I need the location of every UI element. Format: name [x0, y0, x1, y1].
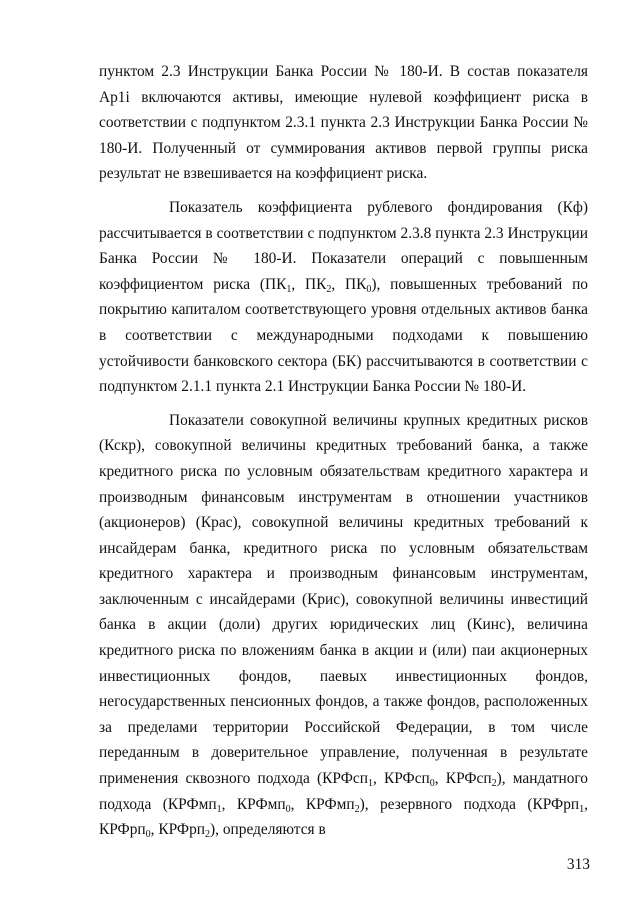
subscript: 2	[491, 778, 497, 790]
subscript: 0	[429, 778, 435, 790]
paragraph-3-part-2: , КРФсп	[372, 770, 430, 788]
paragraph-3-part-8: , КРФрп	[99, 795, 588, 839]
subscript: 2	[205, 829, 211, 841]
subscript: 1	[216, 803, 222, 815]
subscript: 2	[354, 803, 360, 815]
subscript: 0	[285, 803, 291, 815]
paragraph-3-part-9: , КРФрп	[150, 821, 206, 839]
paragraph-3-part-4: ), мандатного подхода (КРФмп	[99, 770, 589, 813]
paragraph-3-part-1: Показатели совокупной величины крупных кредитных рисков (Кскр), совокупной величины кредитных требований банка, а также кредитного риска по условным обязательствам кредитного характера и производным финансовым инструментам в отношении участников (акционеров) (Крас), совокупной величины кредитных требований к инсайдерам банка, кредитного риска по условным обязательствам кредитного характера и производным финансовым инструментам, заключенным с инсайдерами (Крис), совокупной величины инвестиций банка в акции (доли) других юридических лиц (Кинс), величина кредитного риска по вложениям банка в акции и (или) паи акционерных инвестиционных фондов, паевых инвестиционных фондов, негосударственных пенсионных фондов, а также фондов, расположенных за пределами территории Российской Федерации, в том числе переданным в доверительное управление, полученная в результате применения сквозного подхода (КРФсп	[99, 411, 588, 788]
paragraph-2-part-2: , ПК	[291, 275, 327, 293]
paragraph-1-text: пунктом 2.3 Инструкции Банка России № 180-И. В состав показателя Ар1i включаются активы, имеющие нулевой коэффициент риска в соответствии с подпунктом 2.3.1 пункта 2.3 Инструкции Банка России № 180-И. Полученный от суммирования активов первой группы риска результат не взвешивается на коэффициент риска.	[99, 63, 588, 183]
subscript: 1	[367, 778, 373, 790]
subscript: 0	[145, 829, 151, 841]
paragraph-3-part-7: ), резервного подхода (КРФрп	[359, 795, 580, 813]
body-text	[99, 59, 588, 843]
paragraph-3-part-6: , КРФмп	[290, 795, 355, 813]
paragraph-3	[99, 408, 588, 843]
paragraph-2	[99, 195, 588, 400]
paragraph-1	[99, 59, 588, 187]
paragraph-2-part-1: Показатель коэффициента рублевого фондирования (Кф) рассчитывается в соответствии с подпунктом 2.3.8 пункта 2.3 Инструкции Банка России № 180-И. Показатели операций с повышенным коэффициентом риска (ПК	[99, 198, 588, 293]
page-number: 313	[566, 856, 590, 873]
subscript: 1	[286, 283, 292, 295]
subscript: 1	[579, 803, 585, 815]
paragraph-2-part-4: ), повышенных требований по покрытию капиталом соответствующего уровня отдельных активов банка в соответствии с международными подходами к повышению устойчивости банковского сектора (БК) рассчитываются в соответствии с подпунктом 2.1.1 пункта 2.1 Инструкции Банка России № 180-И.	[99, 275, 589, 396]
subscript: 0	[366, 283, 372, 295]
subscript: 2	[326, 283, 332, 295]
paragraph-3-part-5: , КРФмп	[221, 795, 286, 813]
paragraph-3-part-10: ), определяются в	[210, 821, 326, 839]
paragraph-3-part-3: , КРФсп	[434, 770, 492, 788]
paragraph-2-part-3: , ПК	[331, 275, 367, 293]
